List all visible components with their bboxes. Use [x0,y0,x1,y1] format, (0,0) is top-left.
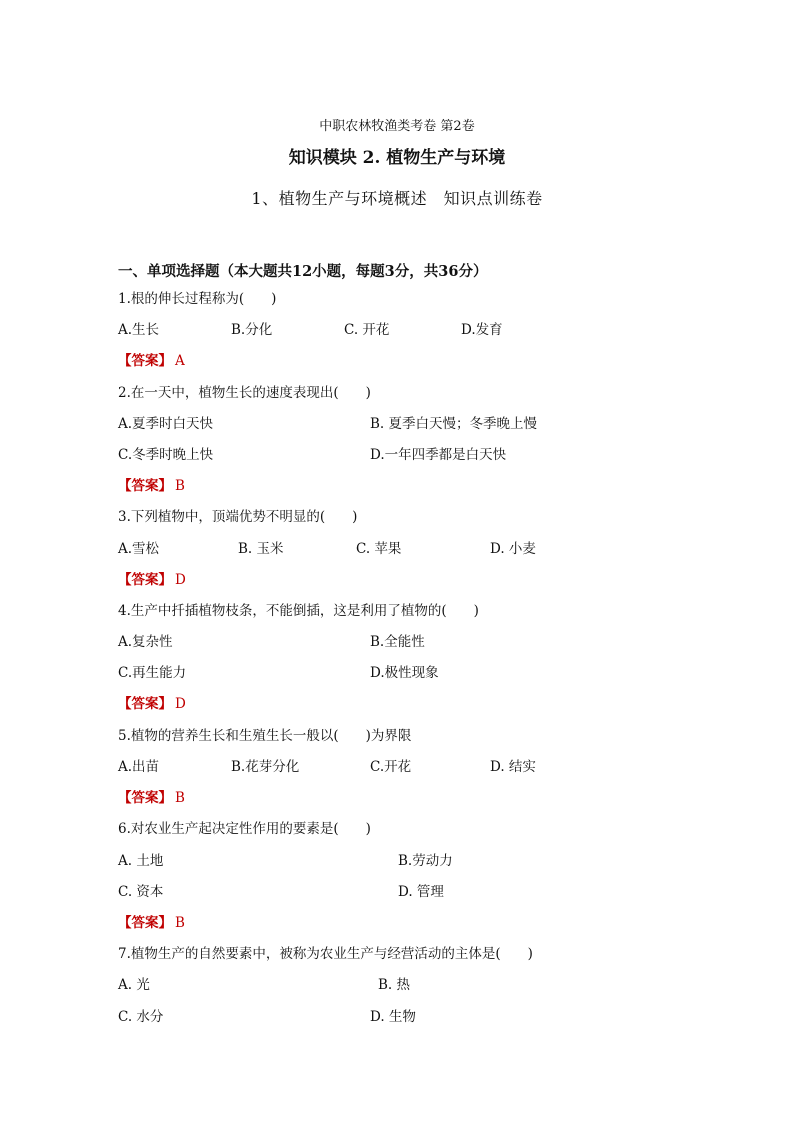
question-3-option-b: B. 玉米 [238,541,284,557]
answer-value: B [175,790,185,806]
answer-value: D [175,572,186,588]
answer-tag: 【答案】 [118,790,172,806]
question-2-option-a: A.夏季时白天快 [118,416,214,432]
question-6-option-b: B.劳动力 [398,853,453,869]
question-4-option-c: C.再生能力 [118,665,187,681]
question-3-option-a: A.雪松 [118,541,160,557]
section-heading: 一、单项选择题（本大题共12小题，每题3分，共36分） [118,263,488,280]
question-2-option-c: C.冬季时晚上快 [118,447,214,463]
question-2-option-b: B. 夏季白天慢；冬季晚上慢 [370,416,538,432]
question-4-option-a: A.复杂性 [118,634,173,650]
question-5-option-d: D. 结实 [490,759,536,775]
answer-tag: 【答案】 [118,353,172,369]
question-1-option-a: A.生长 [118,322,160,338]
question-4-option-b: B.全能性 [370,634,425,650]
question-2-option-d: D.一年四季都是白天快 [370,447,507,463]
module-title: 知识模块 2. 植物生产与环境 [288,148,506,168]
question-3-option-d: D. 小麦 [490,541,536,557]
answer-value: A [175,353,185,369]
question-1-option-d: D.发育 [461,322,503,338]
question-7-option-d: D. 生物 [370,1009,416,1025]
answer-1 [118,352,185,370]
answer-2 [118,477,185,495]
answer-value: B [175,478,185,494]
question-stem-2: 2.在一天中，植物生长的速度表现出( ) [118,385,371,401]
question-7-option-c: C. 水分 [118,1009,164,1025]
question-6-option-a: A. 土地 [118,853,164,869]
question-3-option-c: C. 苹果 [356,541,402,557]
answer-4 [118,695,186,713]
question-6-option-c: C. 资本 [118,884,164,900]
question-6-option-d: D. 管理 [398,884,444,900]
question-5-option-c: C.开花 [370,759,412,775]
question-7-option-b: B. 热 [378,977,411,993]
answer-tag: 【答案】 [118,572,172,588]
answer-tag: 【答案】 [118,915,172,931]
answer-5 [118,789,185,807]
question-5-option-a: A.出苗 [118,759,160,775]
question-5-option-b: B.花芽分化 [231,759,300,775]
question-1-option-b: B.分化 [231,322,273,338]
question-stem-3: 3.下列植物中，顶端优势不明显的( ) [118,509,358,525]
question-stem-5: 5.植物的营养生长和生殖生长一般以( )为界限 [118,728,412,744]
exam-series-title: 中职农林牧渔类考卷 第2卷 [319,119,475,134]
question-7-option-a: A. 光 [118,977,150,993]
question-stem-1: 1.根的伸长过程称为( ) [118,291,277,307]
answer-6 [118,914,185,932]
question-4-option-d: D.极性现象 [370,665,439,681]
answer-value: B [175,915,185,931]
question-stem-4: 4.生产中扦插植物枝条，不能倒插，这是利用了植物的( ) [118,603,479,619]
answer-3 [118,571,186,589]
sub-title: 1、植物生产与环境概述 知识点训练卷 [251,189,543,208]
question-1-option-c: C. 开花 [344,322,390,338]
question-stem-7: 7.植物生产的自然要素中，被称为农业生产与经营活动的主体是( ) [118,946,533,962]
answer-tag: 【答案】 [118,696,172,712]
answer-value: D [175,696,186,712]
answer-tag: 【答案】 [118,478,172,494]
question-stem-6: 6.对农业生产起决定性作用的要素是( ) [118,821,371,837]
